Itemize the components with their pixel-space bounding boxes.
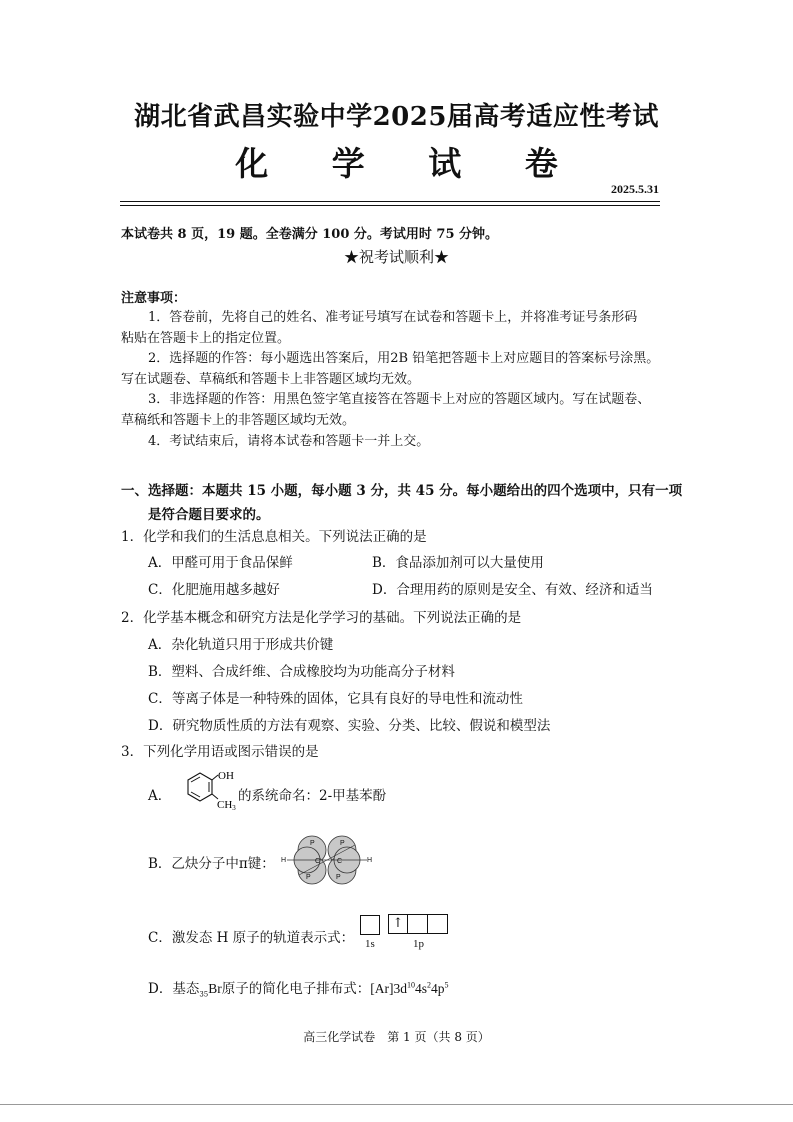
- methylphenol-structure: [170, 766, 240, 810]
- br-electron-config: $[Ar]3d^{10}4s^24p^5$: [370, 980, 449, 996]
- q3-option-d-text: D．基态$_{35}$Br原子的简化电子排布式：$[Ar]3d^{10}4s^24p^5$: [148, 980, 449, 999]
- q2-option-c: C．等离子体是一种特殊的固体，它具有良好的导电性和流动性: [148, 691, 523, 707]
- q2-option-b: B．塑料、合成纤维、合成橡胶均为功能高分子材料: [148, 664, 455, 680]
- good-luck-line: ★祝考试顺利★: [343, 248, 449, 266]
- oh-label: OH: [218, 770, 234, 782]
- note-2-line-2: 写在试题卷、草稿纸和答题卡上非答题区域均无效。: [121, 372, 421, 387]
- exam-date: 2025.5.31: [611, 182, 659, 196]
- q1-option-b: B．食品添加剂可以大量使用: [372, 555, 544, 571]
- h-label: H: [281, 857, 287, 864]
- note-4: 4．考试结束后，请将本试卷和答题卡一并上交。: [148, 434, 430, 449]
- p-label: P: [340, 840, 345, 847]
- q3-option-b-text: B．乙炔分子中π键：: [148, 856, 275, 872]
- orbital-1p-box-group: [388, 914, 448, 934]
- bottom-rule: [0, 1104, 793, 1105]
- orbital-1p-box-2: [408, 914, 428, 934]
- exam-summary: 本试卷共 8 页，19 题。全卷满分 100 分。考试用时 75 分钟。: [121, 227, 499, 242]
- q3-stem: 3．下列化学用语或图示错误的是: [121, 744, 319, 760]
- header-rule-thick: [120, 201, 660, 202]
- q3-option-c-text: C．激发态 H 原子的轨道表示式：: [148, 930, 355, 946]
- orbital-1p-label: 1p: [413, 938, 424, 950]
- acetylene-pi-bond-diagram: [279, 830, 375, 890]
- orbital-1p-box-1: ↑: [388, 914, 408, 934]
- note-1-line-2: 粘贴在答题卡上的指定位置。: [121, 331, 291, 346]
- q1-option-d: D．合理用药的原则是安全、有效、经济和适当: [372, 582, 653, 598]
- section-1-heading-line-1: 一、选择题：本题共 15 小题，每小题 3 分，共 45 分。每小题给出的四个选项中，只有一项: [121, 483, 683, 499]
- orbital-1p-box-3: [428, 914, 448, 934]
- q1-stem: 1．化学和我们的生活息息相关。下列说法正确的是: [121, 529, 427, 545]
- c-label: C: [337, 858, 343, 865]
- note-1-line-1: 1．答卷前，先将自己的姓名、准考证号填写在试卷和答题卡上，并将准考证号条形码: [148, 310, 638, 325]
- h-label: H: [367, 857, 373, 864]
- orbital-1s-box-group: [360, 914, 380, 935]
- orbital-1s-box: [360, 915, 380, 935]
- q1-option-a: A．甲醛可用于食品保鲜: [148, 555, 293, 571]
- p-label: P: [306, 874, 311, 881]
- p-label: P: [310, 840, 315, 847]
- exam-title: 湖北省武昌实验中学2025届高考适应性考试: [134, 102, 659, 132]
- q2-option-d: D．研究物质性质的方法有观察、实验、分类、比较、假说和模型法: [148, 718, 551, 734]
- br-mass-number: 35: [199, 990, 209, 999]
- q2-stem: 2．化学基本概念和研究方法是化学学习的基础。下列说法正确的是: [121, 610, 522, 626]
- note-3-line-2: 草稿纸和答题卡上的非答题区域均无效。: [121, 413, 356, 428]
- orbital-1s-label: 1s: [365, 938, 375, 950]
- note-3-line-1: 3．非选择题的作答：用黑色签字笔直接答在答题卡上对应的答题区域内。写在试题卷、: [148, 392, 651, 407]
- notes-heading: 注意事项：: [121, 291, 187, 306]
- q3-option-a-text: 的系统命名：2-甲基苯酚: [238, 788, 387, 804]
- q2-option-a: A．杂化轨道只用于形成共价键: [148, 637, 334, 653]
- p-label: P: [336, 874, 341, 881]
- ch3-label: CH3: [217, 799, 236, 810]
- q1-option-c: C．化肥施用越多越好: [148, 582, 280, 598]
- section-1-heading-line-2: 是符合题目要求的。: [148, 507, 270, 523]
- c-label: C: [315, 858, 321, 865]
- page-footer: 高三化学试卷 第 1 页（共 8 页）: [303, 1030, 490, 1044]
- note-2-line-1: 2．选择题的作答：每小题选出答案后，用2B 铅笔把答题卡上对应题目的答案标号涂黑。: [148, 351, 660, 366]
- header-rule-thin: [120, 205, 660, 206]
- subject-title: 化 学 试 卷: [235, 144, 584, 183]
- br-symbol: Br: [208, 981, 222, 996]
- q3-option-a-label: A．: [148, 788, 172, 804]
